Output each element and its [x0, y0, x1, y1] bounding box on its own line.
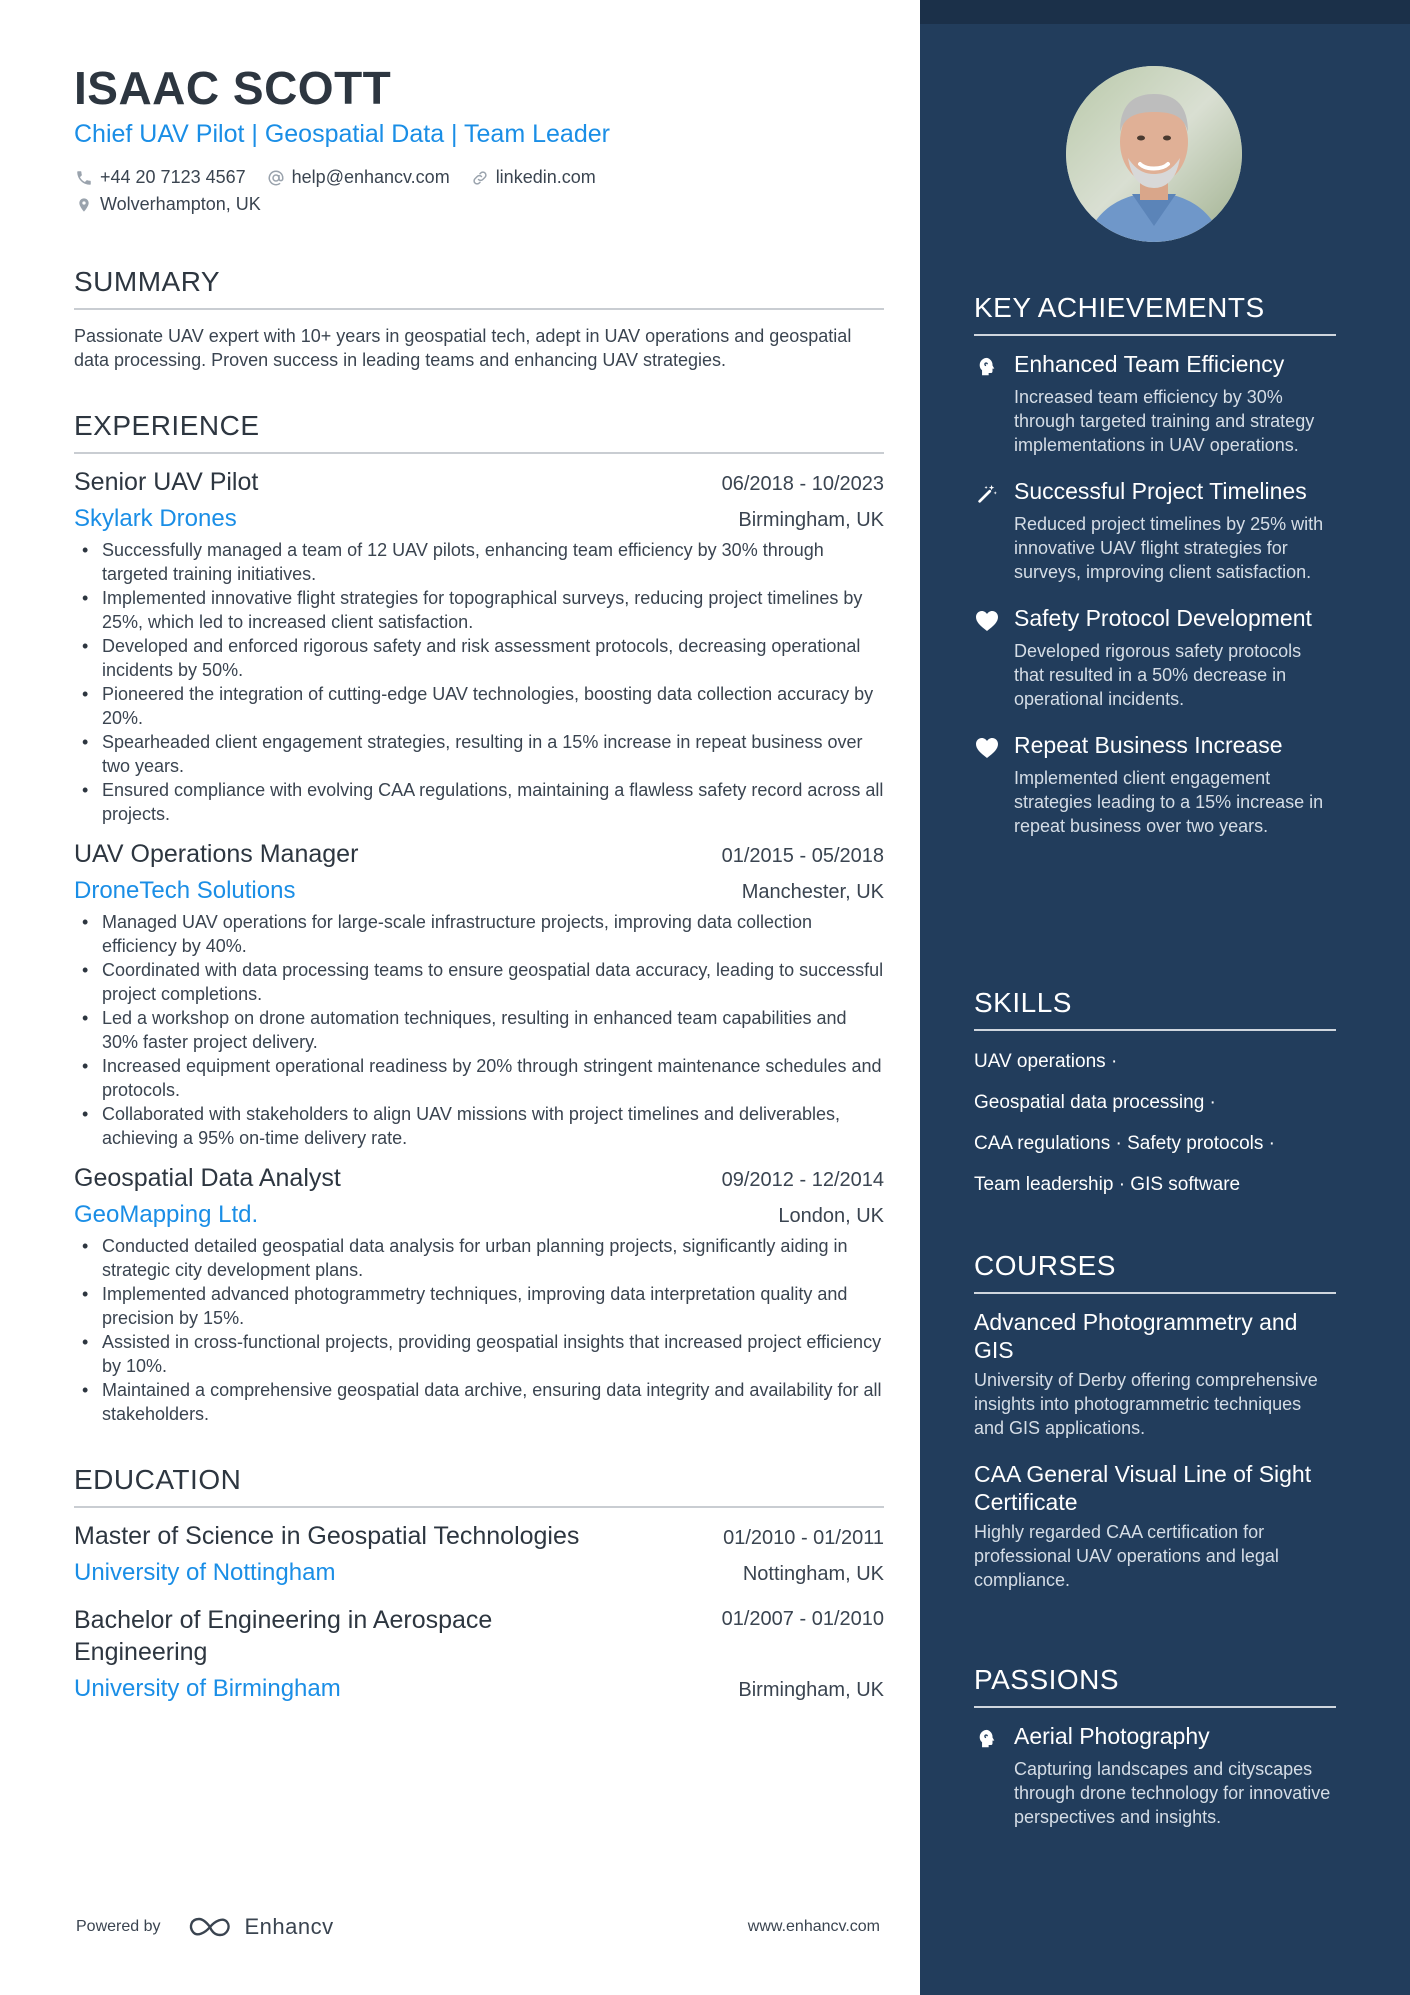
achievements-section [974, 290, 1336, 838]
summary-heading: SUMMARY [74, 264, 884, 310]
job-dates: 01/2015 - 05/2018 [721, 845, 884, 867]
achievement-desc: Reduced project timelines by 25% with innovative UAV flight strategies for surveys, improving client satisfaction. [1014, 514, 1324, 582]
achievement-title: Repeat Business Increase [1014, 732, 1283, 758]
contact-info [74, 164, 884, 218]
education-dates: 01/2007 - 01/2010 [721, 1608, 884, 1630]
footer [76, 1914, 880, 1940]
job-company: Skylark Drones [74, 505, 237, 532]
passion-desc: Capturing landscapes and cityscapes through drone technology for innovative perspectives and insights. [1014, 1759, 1331, 1827]
candidate-tagline: Chief UAV Pilot | Geospatial Data | Team Leader [74, 120, 610, 148]
at-icon [266, 168, 286, 188]
bullet-item: • Implemented innovative flight strategies for topographical surveys, reducing project timelines by 25%, which led to increased client satisfaction. [74, 586, 884, 634]
summary-section [74, 264, 884, 372]
degree-title: Master of Science in Geospatial Technologies [74, 1522, 580, 1550]
achievement-desc: Increased team efficiency by 30% through targeted training and strategy implementations in UAV operations. [1014, 387, 1315, 455]
phone-text: +44 20 7123 4567 [100, 167, 246, 187]
bullet-item: • Developed and enforced rigorous safety and risk assessment protocols, decreasing operational incidents by 50%. [74, 634, 884, 682]
job-dates: 09/2012 - 12/2014 [721, 1169, 884, 1191]
skills-section [974, 985, 1336, 1205]
skill-row: Team leadership · GIS software [974, 1174, 1241, 1195]
achievement-title: Safety Protocol Development [1014, 605, 1312, 631]
linkedin-text: linkedin.com [495, 167, 596, 187]
powered-by-label: Powered by [76, 1918, 161, 1935]
achievement-item [974, 350, 1336, 457]
education-section [74, 1462, 884, 1704]
achievement-desc: Implemented client engagement strategies leading to a 15% increase in repeat business over two years. [1014, 768, 1324, 836]
achievement-item [974, 477, 1336, 584]
job-dates: 06/2018 - 10/2023 [721, 473, 884, 495]
skill-row: Geospatial data processing · [974, 1092, 1216, 1113]
skill-row: CAA regulations · Safety protocols · [974, 1133, 1275, 1154]
course-title: CAA General Visual Line of Sight Certificate [974, 1461, 1312, 1515]
school-location: Birmingham, UK [738, 1679, 884, 1701]
achievements-heading: KEY ACHIEVEMENTS [974, 290, 1336, 336]
job-title: Geospatial Data Analyst [74, 1164, 341, 1192]
experience-heading: EXPERIENCE [74, 408, 884, 454]
powered-by [76, 1914, 334, 1940]
bullet-item: • Increased equipment operational readiness by 20% through stringent maintenance schedules and protocols. [74, 1054, 884, 1102]
contact-linkedin[interactable] [470, 167, 596, 188]
passions-heading: PASSIONS [974, 1662, 1336, 1708]
bullet-item: • Assisted in cross-functional projects, providing geospatial insights that increased project efficiency by 10%. [74, 1330, 884, 1378]
location-text: Wolverhampton, UK [100, 194, 261, 214]
experience-section [74, 408, 884, 1426]
degree-title: Bachelor of Engineering in Aerospace Engineering [74, 1606, 493, 1666]
contact-email[interactable] [266, 167, 450, 188]
bullet-item: • Pioneered the integration of cutting-edge UAV technologies, boosting data collection accuracy by 20%. [74, 682, 884, 730]
profile-photo [1066, 66, 1242, 242]
bullet-item: • Maintained a comprehensive geospatial data archive, ensuring data integrity and availability for all stakeholders. [74, 1378, 884, 1426]
link-icon [470, 168, 490, 188]
contact-location [74, 194, 261, 215]
bullet-item: • Managed UAV operations for large-scale infrastructure projects, improving data collection efficiency by 40%. [74, 910, 884, 958]
bullet-item: • Implemented advanced photogrammetry techniques, improving data interpretation quality and precision by 15%. [74, 1282, 884, 1330]
bullet-item: • Conducted detailed geospatial data analysis for urban planning projects, significantly aiding in strategic city development plans. [74, 1234, 884, 1282]
courses-heading: COURSES [974, 1248, 1336, 1294]
passion-item [974, 1722, 1336, 1829]
school-name: University of Nottingham [74, 1559, 336, 1586]
brand-name: Enhancv [244, 1914, 334, 1939]
school-name: University of Birmingham [74, 1675, 341, 1702]
sidebar-top-band [920, 0, 1410, 24]
skills-list [974, 1041, 1336, 1205]
education-heading: EDUCATION [74, 1462, 884, 1508]
bullet-item: • Successfully managed a team of 12 UAV pilots, enhancing team efficiency by 30% through targeted training initiatives. [74, 538, 884, 586]
course-desc: Highly regarded CAA certification for professional UAV operations and legal compliance. [974, 1522, 1279, 1590]
passions-section [974, 1662, 1336, 1829]
job-bullets [74, 910, 884, 1150]
job-location: Manchester, UK [741, 881, 884, 903]
bullet-item: • Led a workshop on drone automation techniques, resulting in enhanced team capabilities and 30% faster project delivery. [74, 1006, 884, 1054]
course-item [974, 1460, 1336, 1592]
heart-icon [974, 731, 1000, 838]
bullet-item: • Coordinated with data processing teams to ensure geospatial data accuracy, leading to successful project completions. [74, 958, 884, 1006]
achievement-item [974, 731, 1336, 838]
achievement-desc: Developed rigorous safety protocols that resulted in a 50% decrease in operational incidents. [1014, 641, 1302, 709]
achievement-item [974, 604, 1336, 711]
job-entry [74, 838, 884, 1150]
skills-heading: SKILLS [974, 985, 1336, 1031]
education-entry [74, 1520, 884, 1588]
phone-icon [74, 168, 94, 188]
skill-row: UAV operations · [974, 1051, 1118, 1072]
job-location: London, UK [778, 1205, 884, 1227]
summary-text: Passionate UAV expert with 10+ years in geospatial tech, adept in UAV operations and geospatial data processing. Proven success in leading teams and enhancing UAV strategies. [74, 326, 852, 370]
heart-icon [974, 604, 1000, 711]
sidebar [920, 0, 1410, 1995]
brain-icon [974, 1722, 1000, 1829]
course-desc: University of Derby offering comprehensive insights into photogrammetric techniques and GIS applications. [974, 1370, 1318, 1438]
passion-title: Aerial Photography [1014, 1723, 1210, 1749]
contact-phone[interactable] [74, 167, 246, 188]
bullet-item: • Ensured compliance with evolving CAA regulations, maintaining a flawless safety record across all projects. [74, 778, 884, 826]
job-entry [74, 1162, 884, 1426]
education-entry [74, 1604, 884, 1704]
job-entry [74, 466, 884, 826]
job-company: DroneTech Solutions [74, 877, 296, 904]
bullet-item: • Collaborated with stakeholders to align UAV missions with project timelines and deliverables, achieving a 95% on-time delivery rate. [74, 1102, 884, 1150]
job-bullets [74, 538, 884, 826]
bullet-item: • Spearheaded client engagement strategies, resulting in a 15% increase in repeat business over two years. [74, 730, 884, 778]
education-dates: 01/2010 - 01/2011 [723, 1527, 884, 1549]
courses-section [974, 1248, 1336, 1592]
job-bullets [74, 1234, 884, 1426]
achievement-title: Enhanced Team Efficiency [1014, 351, 1285, 377]
job-company: GeoMapping Ltd. [74, 1201, 259, 1228]
job-title: Senior UAV Pilot [74, 468, 259, 496]
job-title: UAV Operations Manager [74, 840, 359, 868]
brain-icon [974, 350, 1000, 457]
school-location: Nottingham, UK [742, 1563, 884, 1585]
achievement-title: Successful Project Timelines [1014, 478, 1307, 504]
course-title: Advanced Photogrammetry and GIS [974, 1309, 1298, 1363]
magic-wand-icon [974, 477, 1000, 584]
email-text: help@enhancv.com [291, 167, 450, 187]
enhancv-logo-icon [187, 1915, 233, 1939]
course-item [974, 1308, 1336, 1440]
candidate-name: ISAAC SCOTT [74, 62, 392, 114]
enhancv-logo[interactable] [187, 1914, 334, 1940]
job-location: Birmingham, UK [738, 509, 884, 531]
footer-website[interactable]: www.enhancv.com [747, 1918, 880, 1935]
location-pin-icon [74, 195, 94, 215]
